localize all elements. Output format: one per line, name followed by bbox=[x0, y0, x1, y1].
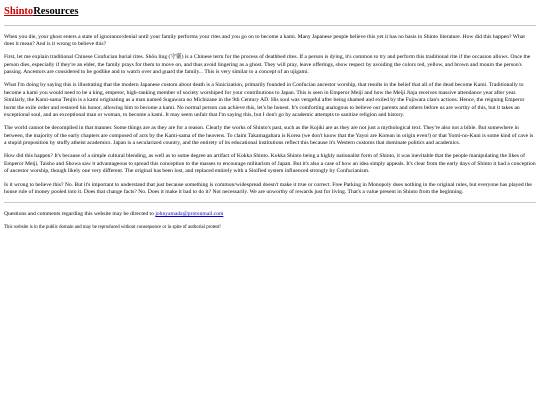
bottom-divider bbox=[4, 202, 536, 203]
paragraph-confucian-rites: First, let me explain traditional Chinese Confucian burial rites. Shōu ling (守靈) is a Chinese term for the process of deathbed rites. If a person is dying, it's common to try and perform this traditional rite if the occasion allows. Once the person dies, especially if they're an elder, the family prays for them to move on, and thus avoid lingering as a ghost. They will pray, leave offerings, show respect by avoiding the colors red, yellow, and brown and mourn the person's passing. Ancestors are considered to be godlike and to watch over and guard the family... This is very similar to a concept of an ujigami. bbox=[4, 54, 531, 76]
home-link[interactable]: Shinto bbox=[4, 6, 34, 17]
license-notice: This website is in the public domain and may be reproduced without consequence or in spite of authorial protest! bbox=[4, 224, 221, 230]
paragraph-intro: When you die, your ghost enters a state of ignorance/denial until your family performs your rites and you go on to become a kami. Many Japanese people believe this yet it has no basis in Shinto literature. How did this happen? What does it mean? And is it wrong to believe this? bbox=[4, 33, 525, 47]
paragraph-how-happened: How did this happen? It's because of a simple cultural blending, as well as to some degree an artifact of Kokka Shinto. Kokka Shinto being a highly nationalist form of Shinto, it was inevitable that the people manipulating the likes of Emperor Meiji, Taisho and Showa saw it advantageous to spread this conception to the masses to encourage militarism of Japan. But it's also a case of how an idea simply appeals. It's clear from the early days of Shinto it had a conception of ancestor worship, though likely one very different. The original has been lost, and replaced entirely with a Sinified system influenced strongly by Confucianism. bbox=[4, 153, 536, 175]
site-title bbox=[4, 6, 536, 19]
contact-email-link[interactable]: johnyamada@protonmail.com bbox=[155, 211, 224, 218]
paragraph-sinicization: What I'm doing by saying this is illustrating that the modern Japanese custom about death is a Sinicization, primarily founded in Confucian ancestor worship, that results in the belief that all of the dead become Kami. Traditionally to become a kami you would need to be a king, emperor, high-ranking member of society worshiped for your contributions to Japan. This is seen in Emperor Meiji and how the Meiji Jinja receives massive attendance year after year. Similarly, the Kami-sama Tenjin is a kami originating as a man named Sugawara no Michizane in the 9th Century AD. His soul was vengeful after being shamed and exiled by the Fujiwara clan's actions. Hence, the reigning Emperor burnt the exile order and restored his honor, allowing him to become a kami. No normal person can achieve this, let's be honest. It's comforting analogous to believe our parents and others before us are worthy of this, but it takes an exceptional soul, and an exceptional man or woman, to become a kami. It may seem unfair that I'm saying this, but I don't go by academic attempts to sanitize religion and history. bbox=[4, 82, 525, 118]
contact-line bbox=[4, 211, 536, 218]
paragraph-is-it-wrong: Is it wrong to believe this? No. But it's important to understand that just because something is common/widespread doesn't make it true or correct. Free Parking in Monopoly does nothing in the original rules, but everyone has played the house rule of money pooled into it. Does that change facts? No. Does it make it bad to do it? Not necessarily. We are unworthy of rewards just for living. That's a value present in Shinto from the beginning. bbox=[4, 181, 532, 195]
paragraph-decompile: The world cannot be decompiled in that manner. Some things are as they are for a reason. Clearly the works of Shinto's past, such as the Kojiki are as they are not just a mythological text. They're also not a bible. But somewhere in between, the majority of the early chapters are composed of acts by the Kami-sama of the heavens. To claim Takamagahara is Korea (we don't know that the Yayoi are Korean in origin even!) or that Yomi-no-Kuni is some kind of cave is a stupid proposition by stuffy atheist academics. Japan is a secularized country, and the entirety of its educational institutions reflect this because it's Western customs that dominate politics and academics. bbox=[4, 125, 534, 147]
contact-text: Questions and comments regarding this website may be directed to bbox=[4, 211, 156, 218]
resources-link[interactable]: Resources bbox=[33, 6, 79, 17]
top-divider bbox=[4, 25, 536, 26]
